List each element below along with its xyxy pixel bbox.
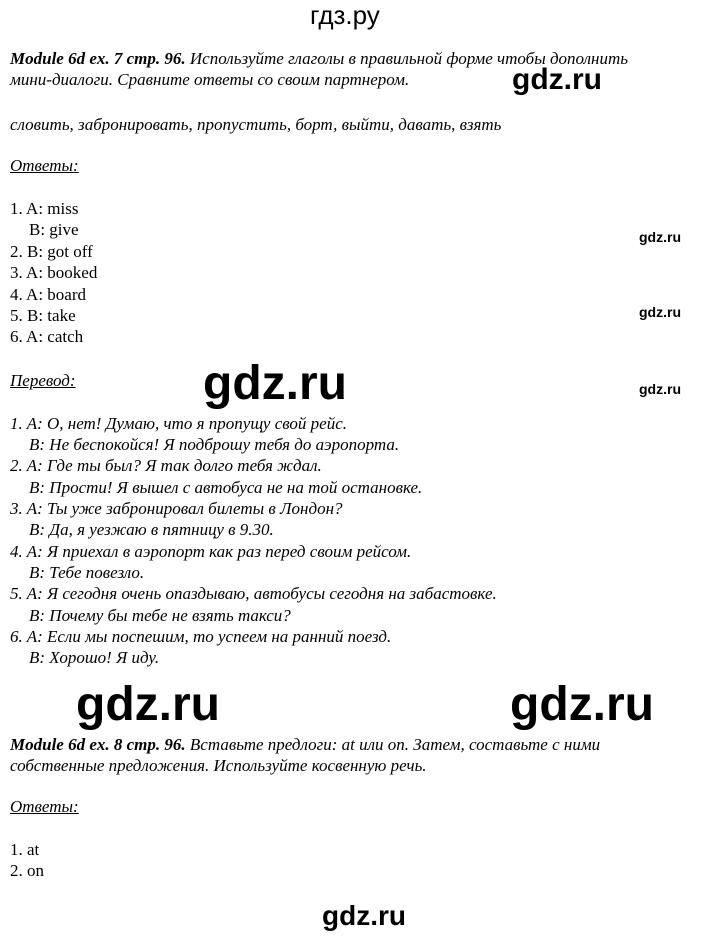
translation-line: B: Хорошо! Я иду. xyxy=(29,648,160,667)
watermark-small-3: gdz.ru xyxy=(639,381,681,397)
answer-item: 5. B: take xyxy=(10,306,76,325)
ex8-instruction-line1 xyxy=(10,734,600,755)
watermark-small-1: gdz.ru xyxy=(639,229,681,245)
ex8-answers-title: Ответы: xyxy=(10,797,79,816)
answer-item: 1. at xyxy=(10,840,40,859)
answer-item: 6. A: catch xyxy=(10,327,84,346)
top-watermark: гдз.ру xyxy=(310,0,380,30)
translation-line: B: Не беспокойся! Я подброшу тебя до аэропорта. xyxy=(29,435,400,454)
watermark-medium-1: gdz.ru xyxy=(512,63,602,96)
ex7-instruction-line2: мини-диалоги. Сравните ответы со своим партнером. xyxy=(10,70,410,89)
watermark-large-right: gdz.ru xyxy=(510,678,654,731)
ex8-instruction-line2: собственные предложения. Используйте косвенную речь. xyxy=(10,756,427,775)
translation-line: 6. A: Если мы поспешим, то успеем на ранний поезд. xyxy=(10,627,392,646)
ex7-heading: Module 6d ex. 7 стр. 96. xyxy=(10,49,186,68)
translation-line: B: Тебе повезло. xyxy=(29,563,145,582)
answer-item: 2. on xyxy=(10,861,44,880)
translation-line: 5. A: Я сегодня очень опаздываю, автобусы сегодня на забастовке. xyxy=(10,584,497,603)
watermark-small-2: gdz.ru xyxy=(639,304,681,320)
translation-line: 4. A: Я приехал в аэропорт как раз перед своим рейсом. xyxy=(10,542,412,561)
watermark-large-center: gdz.ru xyxy=(203,357,347,410)
answer-item: 4. A: board xyxy=(10,285,87,304)
answer-item: 2. B: got off xyxy=(10,242,93,261)
translation-line: 2. A: Где ты был? Я так долго тебя ждал. xyxy=(10,456,322,475)
answer-item: 1. A: miss xyxy=(10,199,79,218)
translation-line: 3. A: Ты уже забронировал билеты в Лондон? xyxy=(10,499,343,518)
ex8-instruction-text1: Вставьте предлоги: at или on. Затем, составьте с ними xyxy=(189,735,601,754)
answer-item: 3. A: booked xyxy=(10,263,98,282)
translation-line: B: Да, я уезжаю в пятницу в 9.30. xyxy=(29,520,274,539)
ex7-instruction-text1: Используйте глаголы в правильной форме чтобы дополнить xyxy=(189,49,628,68)
watermark-large-left: gdz.ru xyxy=(76,678,220,731)
ex8-heading: Module 6d ex. 8 стр. 96. xyxy=(10,735,186,754)
translation-line: B: Прости! Я вышел с автобуса не на той остановке. xyxy=(29,478,423,497)
answer-item: B: give xyxy=(29,220,79,239)
watermark-bottom: gdz.ru xyxy=(322,900,406,931)
translation-line: B: Почему бы тебе не взять такси? xyxy=(29,606,291,625)
ex7-translation-title: Перевод: xyxy=(10,371,76,390)
ex7-answers-title: Ответы: xyxy=(10,156,79,175)
ex7-word-list: словить, забронировать, пропустить, борт, выйти, давать, взять xyxy=(10,115,502,134)
translation-line: 1. A: О, нет! Думаю, что я пропущу свой рейс. xyxy=(10,414,348,433)
